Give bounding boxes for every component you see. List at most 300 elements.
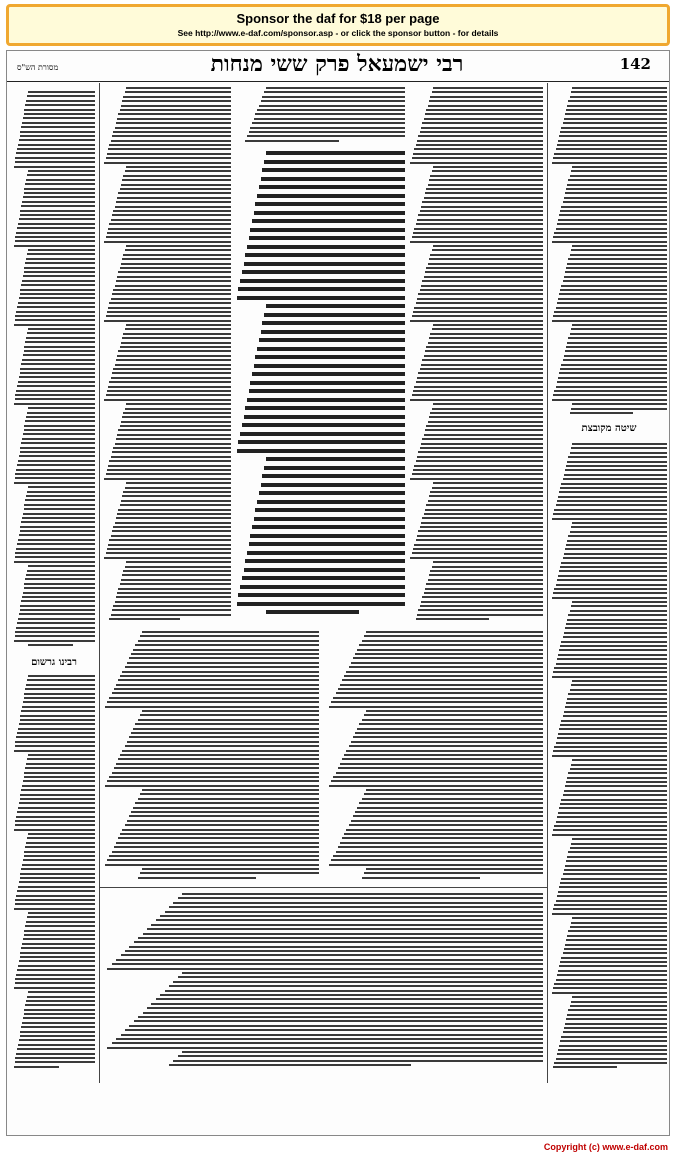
text-line — [329, 785, 543, 787]
text-line — [558, 812, 667, 814]
text-line — [28, 249, 95, 251]
text-line — [24, 192, 95, 194]
text-line — [558, 654, 667, 656]
text-line — [24, 587, 95, 589]
text-line — [23, 117, 95, 119]
text-line — [23, 196, 95, 198]
text-line — [418, 214, 543, 216]
text-line — [242, 576, 405, 580]
text-line — [252, 122, 405, 124]
text-line — [104, 162, 231, 164]
text-line — [140, 635, 319, 637]
text-line — [138, 719, 319, 721]
text-line — [18, 728, 95, 730]
text-line — [17, 227, 95, 229]
text-line — [560, 131, 667, 133]
text-line — [107, 859, 319, 861]
text-line — [112, 963, 543, 965]
text-line — [24, 1013, 95, 1015]
text-line — [553, 513, 667, 515]
text-line — [24, 429, 95, 431]
text-line — [118, 192, 231, 194]
text-line — [433, 166, 543, 168]
text-line — [112, 451, 231, 453]
text-line — [151, 924, 543, 926]
text-line — [24, 934, 95, 936]
text-line — [22, 785, 95, 787]
text-line — [560, 487, 667, 489]
text-line — [552, 320, 667, 322]
text-line — [20, 451, 95, 453]
text-line — [127, 741, 319, 743]
text-line — [414, 228, 543, 230]
text-line — [338, 688, 543, 690]
text-line — [554, 390, 667, 392]
text-line — [23, 701, 95, 703]
text-line — [563, 201, 667, 203]
text-line — [27, 95, 95, 97]
text-line — [28, 912, 95, 914]
text-line — [349, 666, 543, 668]
text-line — [109, 460, 231, 462]
text-line — [426, 188, 543, 190]
text-line — [122, 337, 231, 339]
text-line — [140, 793, 319, 795]
text-line — [122, 258, 231, 260]
text-line — [15, 741, 95, 743]
text-line — [420, 605, 543, 607]
text-line — [15, 157, 95, 159]
text-line — [21, 1026, 95, 1028]
text-line — [422, 122, 543, 124]
text-line — [366, 710, 543, 712]
text-line — [15, 631, 95, 633]
text-line — [412, 552, 543, 554]
text-line — [17, 890, 95, 892]
text-line — [18, 1044, 95, 1046]
text-line — [410, 557, 543, 559]
text-line — [561, 562, 667, 564]
text-line — [245, 140, 339, 142]
text-line — [107, 232, 231, 234]
sponsor-subtitle[interactable]: See http://www.e-daf.com/sponsor.asp - or click the sponsor button - for details — [177, 28, 499, 38]
text-line — [15, 477, 95, 479]
text-line — [14, 1066, 59, 1068]
text-line — [416, 302, 543, 304]
text-line — [26, 763, 95, 765]
text-line — [564, 869, 667, 871]
text-line — [552, 992, 667, 994]
text-line — [557, 302, 667, 304]
text-line — [433, 403, 543, 405]
text-line — [123, 491, 231, 493]
text-line — [27, 679, 95, 681]
text-line — [15, 820, 95, 822]
text-line — [364, 714, 543, 716]
text-line — [554, 1062, 667, 1064]
sponsor-banner[interactable] — [6, 4, 670, 46]
text-line — [567, 540, 667, 542]
text-line — [568, 456, 667, 458]
text-line — [556, 742, 667, 744]
text-line — [346, 750, 543, 752]
text-line — [23, 354, 95, 356]
text-line — [557, 816, 667, 818]
text-line — [112, 692, 319, 694]
text-line — [422, 596, 543, 598]
text-line — [262, 96, 405, 98]
text-line — [553, 157, 667, 159]
text-line — [178, 897, 543, 899]
text-line — [257, 347, 405, 351]
text-line — [559, 372, 667, 374]
text-line — [22, 201, 95, 203]
text-line — [122, 829, 319, 831]
text-line — [116, 842, 319, 844]
text-line — [420, 210, 543, 212]
text-line — [572, 87, 667, 89]
text-line — [565, 865, 667, 867]
text-line — [18, 302, 95, 304]
text-line — [25, 767, 95, 769]
text-line — [417, 456, 543, 458]
text-line — [331, 859, 543, 861]
text-line — [118, 679, 319, 681]
text-line — [252, 525, 405, 529]
gemara-top-lines — [235, 87, 405, 147]
text-line — [572, 324, 667, 326]
text-line — [169, 985, 543, 987]
text-line — [116, 122, 231, 124]
text-line — [417, 614, 543, 616]
text-line — [169, 1064, 411, 1066]
text-line — [417, 219, 543, 221]
text-line — [20, 368, 95, 370]
text-line — [107, 701, 319, 703]
text-line — [571, 526, 667, 528]
text-line — [420, 368, 543, 370]
text-line — [362, 719, 543, 721]
text-line — [23, 938, 95, 940]
text-line — [259, 338, 405, 342]
text-line — [558, 1049, 667, 1051]
text-line — [14, 245, 95, 247]
text-line — [570, 847, 667, 849]
text-line — [28, 328, 95, 330]
text-line — [24, 851, 95, 853]
text-line — [20, 526, 95, 528]
text-line — [15, 552, 95, 554]
text-line — [22, 1022, 95, 1024]
text-line — [554, 904, 667, 906]
text-line — [120, 425, 231, 427]
text-line — [420, 131, 543, 133]
text-line — [557, 737, 667, 739]
text-line — [552, 597, 667, 599]
text-line — [240, 279, 405, 283]
text-line — [567, 856, 667, 858]
text-line — [14, 987, 95, 989]
text-line — [17, 622, 95, 624]
text-line — [108, 228, 231, 230]
rabbeinu-gershom-column — [13, 675, 95, 1075]
text-line — [557, 381, 667, 383]
text-line — [129, 657, 319, 659]
text-line — [111, 377, 231, 379]
text-line — [552, 518, 667, 520]
text-line — [570, 926, 667, 928]
text-line — [259, 105, 405, 107]
text-line — [556, 228, 667, 230]
text-line — [21, 521, 95, 523]
text-line — [19, 723, 95, 725]
text-line — [564, 197, 667, 199]
text-line — [121, 184, 231, 186]
text-line — [115, 443, 231, 445]
text-line — [116, 1038, 543, 1040]
text-line — [336, 772, 543, 774]
text-line — [571, 1001, 667, 1003]
text-line — [24, 1009, 95, 1011]
text-line — [115, 364, 231, 366]
text-line — [109, 144, 231, 146]
text-line — [242, 423, 405, 427]
text-line — [421, 522, 543, 524]
text-line — [16, 895, 95, 897]
text-line — [117, 434, 231, 436]
text-line — [247, 135, 405, 137]
text-line — [568, 258, 667, 260]
text-line — [567, 263, 667, 265]
text-line — [237, 602, 405, 606]
text-line — [565, 785, 667, 787]
text-line — [15, 978, 95, 980]
text-line — [14, 166, 95, 168]
text-line — [264, 313, 405, 317]
text-line — [19, 802, 95, 804]
text-line — [558, 140, 667, 142]
text-line — [553, 315, 667, 317]
text-line — [20, 1035, 95, 1037]
text-line — [250, 228, 405, 232]
text-line — [553, 671, 667, 673]
text-line — [553, 592, 667, 594]
text-line — [23, 433, 95, 435]
text-line — [112, 609, 231, 611]
text-line — [16, 816, 95, 818]
text-line — [109, 381, 231, 383]
text-line — [262, 168, 405, 172]
text-line — [18, 144, 95, 146]
text-line — [118, 758, 319, 760]
text-line — [564, 632, 667, 634]
text-line — [18, 807, 95, 809]
text-line — [553, 1066, 617, 1068]
text-line — [351, 820, 543, 822]
text-line — [138, 1016, 543, 1018]
text-line — [552, 676, 667, 678]
bottom-notes — [103, 893, 543, 1073]
text-line — [571, 408, 667, 410]
text-line — [572, 522, 667, 524]
text-line — [359, 644, 543, 646]
text-line — [129, 736, 319, 738]
text-line — [109, 855, 319, 857]
text-line — [125, 1029, 543, 1031]
text-line — [156, 998, 543, 1000]
text-line — [244, 262, 406, 266]
text-line — [24, 346, 95, 348]
text-line — [572, 403, 667, 405]
text-line — [424, 513, 543, 515]
text-line — [23, 513, 95, 515]
text-line — [331, 780, 543, 782]
text-line — [19, 534, 95, 536]
text-line — [118, 588, 231, 590]
talmud-page — [6, 50, 670, 1136]
text-line — [25, 846, 95, 848]
text-line — [28, 565, 95, 567]
text-line — [410, 478, 543, 480]
text-line — [21, 442, 95, 444]
text-line — [115, 601, 231, 603]
text-line — [22, 517, 95, 519]
text-line — [430, 175, 543, 177]
text-line — [24, 113, 95, 115]
text-line — [416, 460, 543, 462]
text-line — [26, 684, 95, 686]
text-line — [18, 539, 95, 541]
text-line — [28, 407, 95, 409]
text-line — [336, 692, 543, 694]
text-line — [107, 153, 231, 155]
text-line — [566, 623, 667, 625]
text-line — [16, 311, 95, 313]
text-line — [116, 438, 231, 440]
text-line — [131, 653, 319, 655]
text-line — [107, 469, 231, 471]
text-line — [552, 834, 667, 836]
text-line — [24, 776, 95, 778]
text-line — [420, 526, 543, 528]
text-line — [133, 807, 319, 809]
text-line — [142, 710, 319, 712]
text-line — [244, 568, 406, 572]
text-line — [107, 968, 543, 970]
text-line — [333, 697, 543, 699]
text-line — [135, 802, 319, 804]
text-line — [428, 263, 543, 265]
text-line — [266, 304, 405, 308]
text-line — [15, 398, 95, 400]
text-line — [424, 592, 543, 594]
text-line — [426, 346, 543, 348]
text-line — [249, 542, 405, 546]
text-line — [559, 649, 667, 651]
text-line — [563, 280, 667, 282]
text-line — [566, 109, 667, 111]
sponsor-title[interactable]: Sponsor the daf for $18 per page — [236, 11, 440, 26]
text-line — [554, 667, 667, 669]
text-line — [560, 803, 667, 805]
text-line — [429, 258, 543, 260]
text-line — [560, 566, 667, 568]
text-line — [20, 210, 95, 212]
text-line — [16, 390, 95, 392]
text-line — [572, 680, 667, 682]
text-line — [129, 946, 543, 948]
text-line — [560, 645, 667, 647]
text-line — [421, 364, 543, 366]
text-line — [15, 315, 95, 317]
text-line — [118, 350, 231, 352]
text-line — [560, 210, 667, 212]
text-line — [429, 100, 543, 102]
text-line — [14, 750, 95, 752]
text-line — [413, 153, 543, 155]
text-line — [122, 671, 319, 673]
text-line — [414, 307, 543, 309]
text-line — [564, 276, 667, 278]
text-line — [414, 465, 543, 467]
text-line — [14, 482, 95, 484]
text-line — [557, 223, 667, 225]
text-line — [570, 531, 667, 533]
text-line — [426, 109, 543, 111]
text-line — [24, 109, 95, 111]
text-line — [572, 166, 667, 168]
text-line — [123, 96, 231, 98]
text-line — [424, 434, 543, 436]
text-line — [18, 460, 95, 462]
text-line — [560, 882, 667, 884]
text-line — [561, 878, 667, 880]
text-line — [426, 267, 543, 269]
text-line — [430, 333, 543, 335]
text-line — [25, 578, 95, 580]
text-line — [362, 640, 543, 642]
text-line — [17, 969, 95, 971]
text-line — [563, 715, 667, 717]
text-line — [111, 219, 231, 221]
text-line — [561, 720, 667, 722]
text-line — [21, 947, 95, 949]
text-line — [418, 293, 543, 295]
text-line — [254, 118, 405, 120]
text-line — [566, 267, 667, 269]
text-line — [15, 899, 95, 901]
text-line — [24, 267, 95, 269]
text-line — [27, 253, 95, 255]
text-line — [26, 258, 95, 260]
text-line — [567, 105, 667, 107]
text-line — [571, 922, 667, 924]
text-line — [421, 285, 543, 287]
text-line — [121, 105, 231, 107]
rashi-commentary-top — [103, 87, 231, 627]
text-line — [564, 790, 667, 792]
text-line — [116, 280, 231, 282]
text-line — [329, 706, 543, 708]
text-line — [240, 585, 405, 589]
text-line — [237, 296, 405, 300]
text-line — [566, 939, 667, 941]
text-line — [127, 662, 319, 664]
text-line — [17, 306, 95, 308]
text-line — [27, 837, 95, 839]
text-line — [353, 815, 543, 817]
text-line — [120, 833, 319, 835]
